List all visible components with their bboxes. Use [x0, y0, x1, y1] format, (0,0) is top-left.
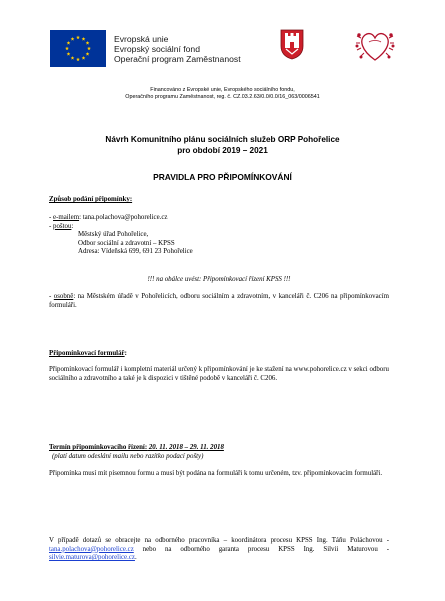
- logo-bar: [50, 26, 395, 76]
- deadline-note: (platí datum odeslání mailu nebo razítko podací pošty): [52, 453, 204, 460]
- form-text: Připomínkovací formulář i kompletní materiál určený k připomínkování je ke stažení na www.pohorelice.cz v sekci odboru sociálního a zdravotního a také je k dispozici v tištěné podobě v kanceláři č. C206.: [49, 366, 389, 382]
- deadline-dates: 20. 11. 2018 – 29. 11. 2018: [147, 444, 224, 451]
- postal-address: [49, 231, 418, 257]
- address-line: Adresa: Vídeňská 699, 691 23 Pohořelice: [78, 248, 193, 256]
- separator: :: [79, 214, 83, 221]
- envelope-note: !!! na obálce uvést: Připomínkovací řízení KPSS !!!: [147, 276, 291, 283]
- post-line: [49, 223, 389, 232]
- person-line: [49, 293, 389, 310]
- contact-text: [49, 537, 389, 563]
- eu-line: Operační program Zaměstnanost: [114, 54, 241, 65]
- deadline-line: [49, 444, 389, 453]
- form-heading-label: Připomínkovací formulář: [49, 350, 125, 357]
- person-text: : na Městském úřadě v Pohořelicích, odboru sociálním a zdravotním, v kanceláři č. C206 na připomínkovacím formuláři.: [49, 293, 389, 309]
- bullet: -: [49, 214, 54, 221]
- post-label: poštou: [53, 222, 72, 230]
- submission-heading: Způsob podání připomínky:: [49, 196, 133, 203]
- deadline-text: Připomínka musí mít písemnou formu a musí být podána na formuláři k tomu určeném, tzv. připomínkovacím formuláři.: [49, 470, 383, 477]
- contact-text-a: V případě dotazů se obracejte na odborného pracovníka – koordinátora procesu KPSS Ing. Táňu Poláchovou -: [49, 537, 389, 544]
- deadline-label: Termín připomínkovacího řízení:: [49, 444, 148, 451]
- form-heading-suffix: :: [124, 350, 127, 357]
- eu-flag-icon: [50, 30, 106, 67]
- eu-program-label: [114, 34, 241, 65]
- eu-line: Evropská unie: [114, 34, 169, 44]
- contact-text-b: nebo na odborného garanta procesu KPSS Ing. Silvii Maturovou -: [133, 545, 389, 553]
- email-label: e-mailem: [53, 214, 80, 221]
- address-line: Městský úřad Pohořelice,: [78, 231, 149, 238]
- title-line: pro období 2019 – 2021: [177, 146, 268, 155]
- funding-line: Operačního programu Zaměstnanost, reg. č. CZ.03.2.63/0.0/0.0/16_063/0006541: [125, 94, 320, 100]
- form-heading: [49, 350, 389, 359]
- email-link-maturova[interactable]: silvie.maturova@pohorelice.cz: [49, 554, 135, 562]
- contact-text-c: .: [134, 554, 137, 562]
- town-crest-icon: [280, 28, 304, 60]
- document-title: [0, 134, 445, 156]
- email-value: tana.polachova@pohorelice.cz: [82, 214, 168, 221]
- section-title: PRAVIDLA PRO PŘIPOMÍNKOVÁNÍ: [153, 172, 292, 182]
- eu-line: Evropský sociální fond: [114, 44, 200, 55]
- person-label: osobně: [53, 293, 74, 300]
- funding-line: Financováno z Evropské unie, Evropského sociálního fondu,: [150, 87, 295, 93]
- funding-note: [0, 87, 445, 101]
- email-line: [49, 214, 389, 223]
- address-line: Odbor sociální a zdravotní – KPSS: [78, 239, 175, 247]
- email-link-polachova[interactable]: tana.polachova@pohorelice.cz: [49, 545, 134, 553]
- bullet: -: [49, 293, 54, 300]
- wreath-heart-logo-icon: [355, 26, 395, 66]
- separator: :: [71, 222, 74, 230]
- title-line: Návrh Komunitního plánu sociálních služeb ORP Pohořelice: [105, 135, 340, 144]
- bullet: -: [49, 222, 54, 230]
